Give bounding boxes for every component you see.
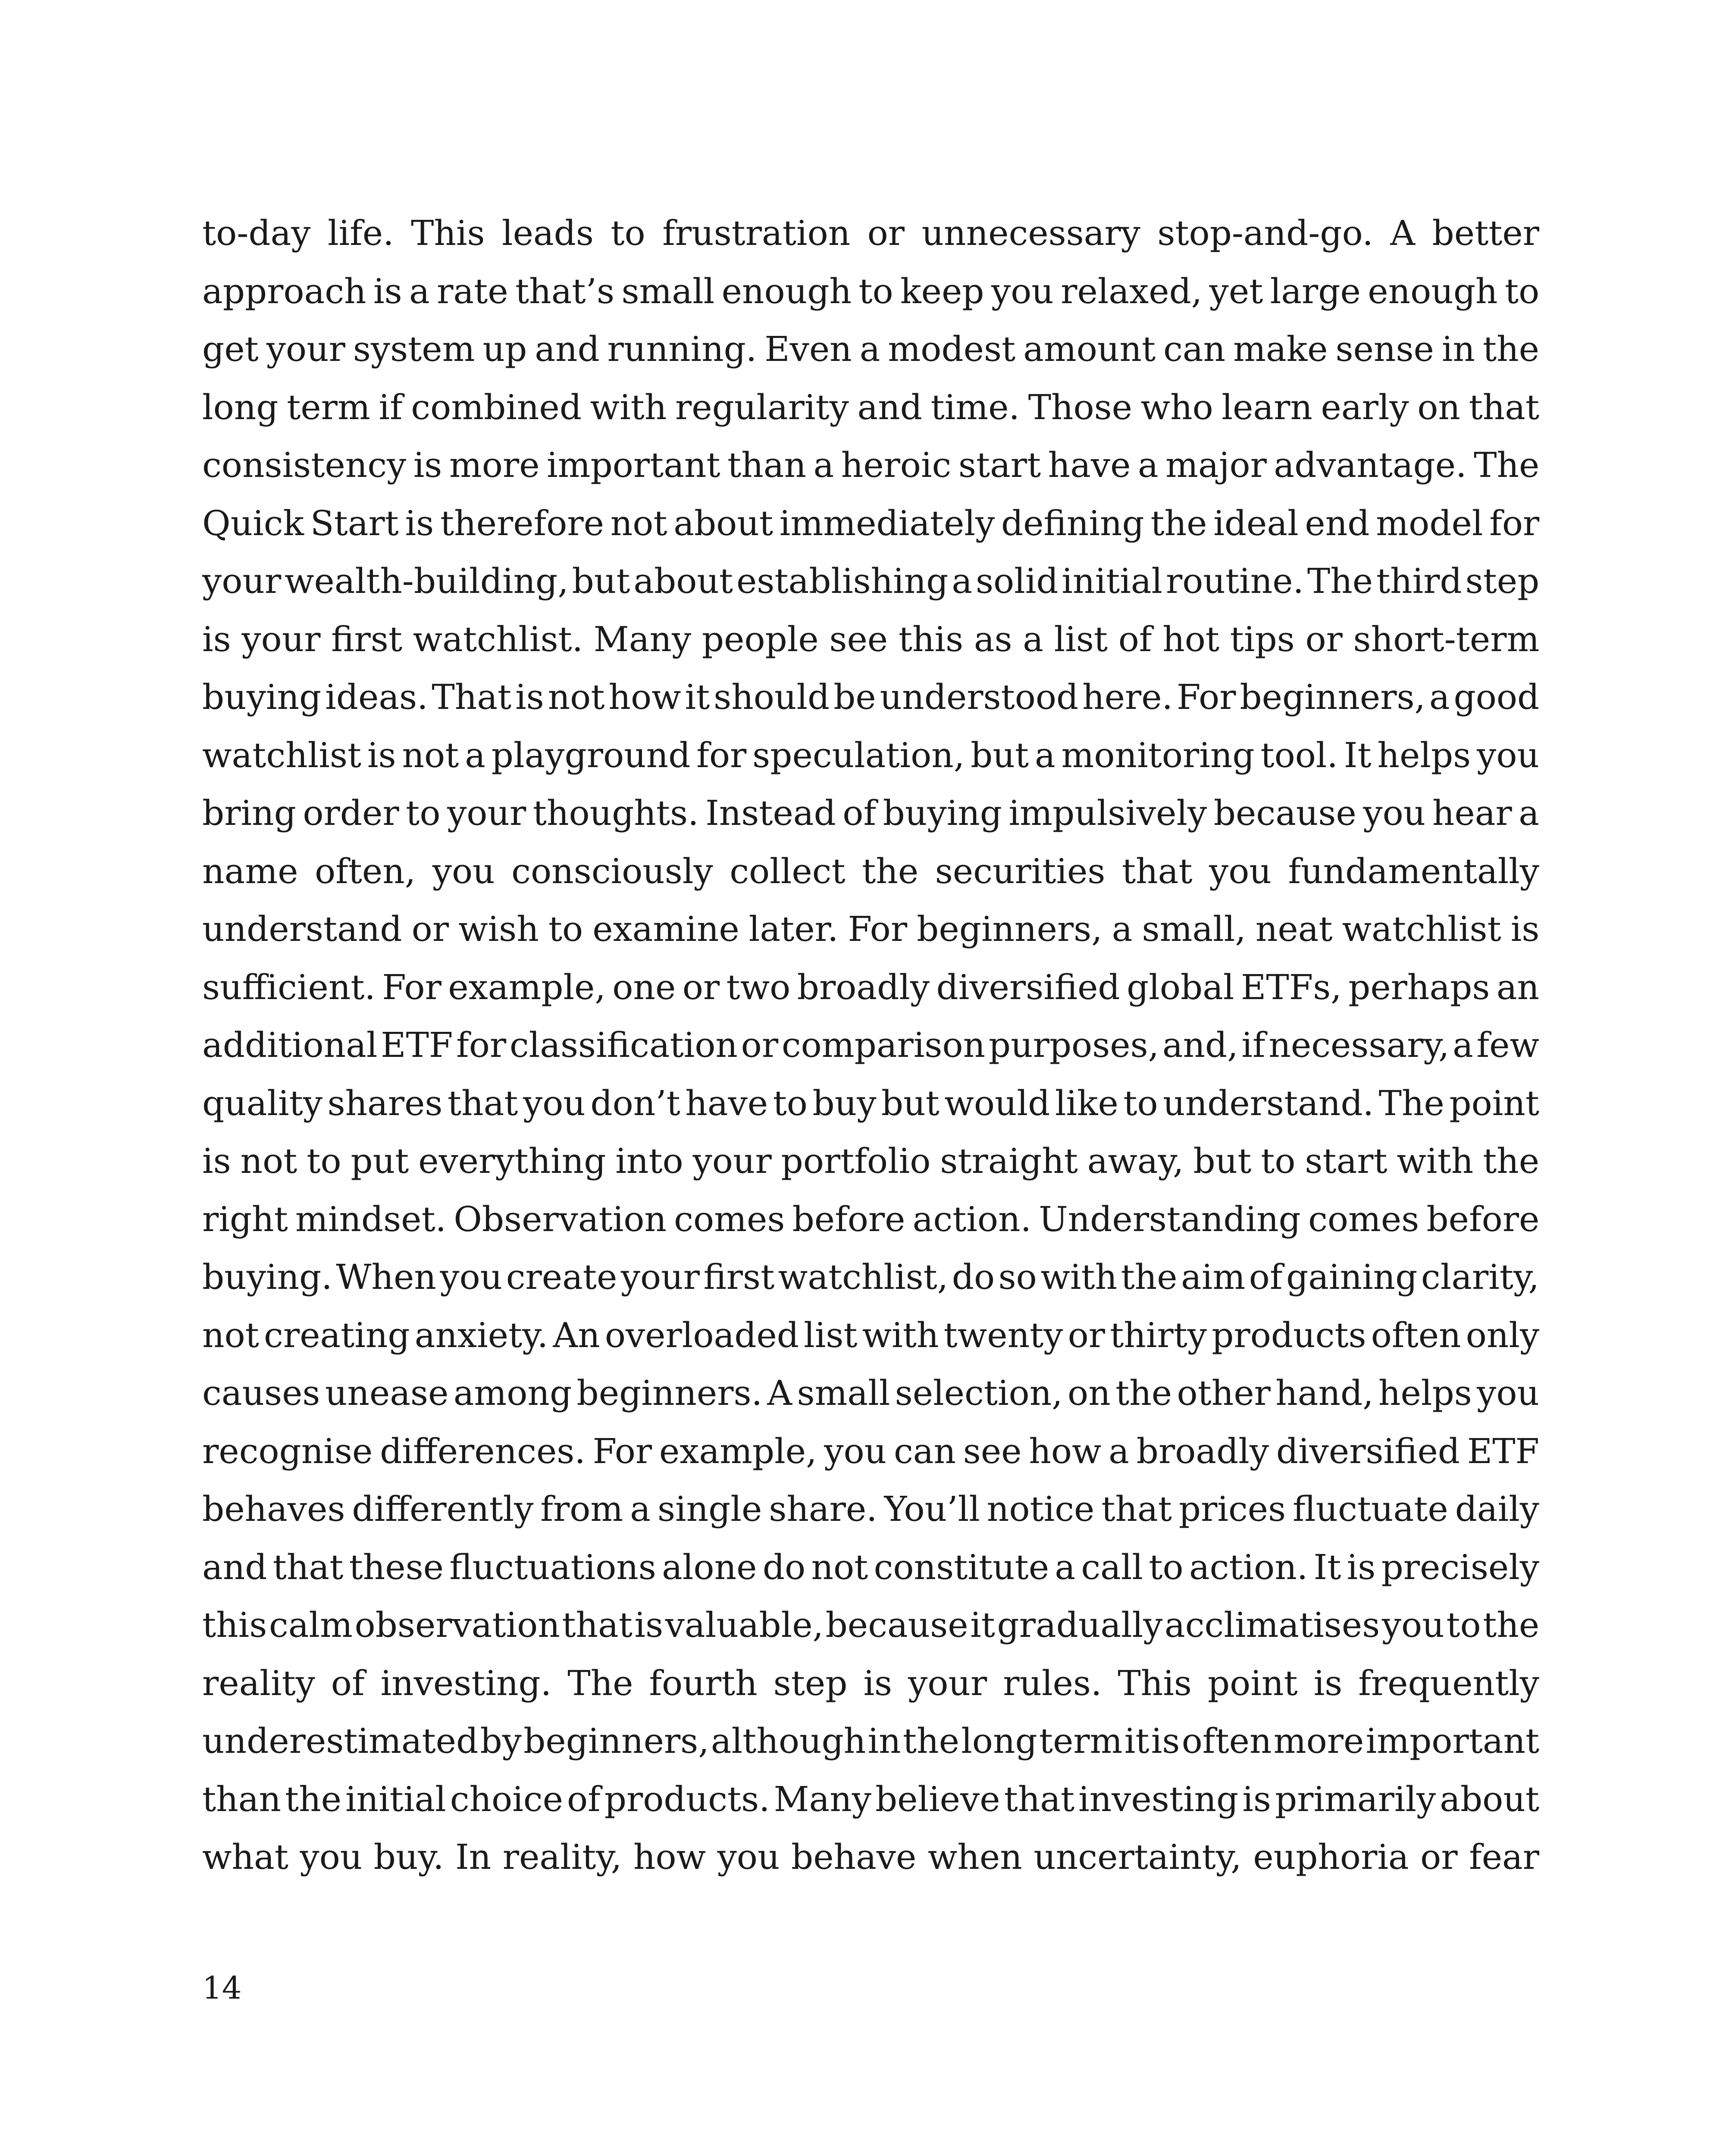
text-line: is your first watchlist. Many people see this as a list of hot tips or short-term <box>202 619 1540 659</box>
text-line: and that these fluctuations alone do not constitute a call to action. It is precisely <box>202 1547 1539 1587</box>
text-line: recognise differences. For example, you can see how a broadly diversified ETF <box>202 1431 1540 1471</box>
text-line: consistency is more important than a heroic start have a major advantage. The <box>202 445 1540 485</box>
text-line: bring order to your thoughts. Instead of buying impulsively because you hear a <box>202 793 1539 833</box>
text-line: is not to put everything into your portfolio straight away, but to start with the <box>202 1141 1540 1181</box>
text-line: what you buy. In reality, how you behave when uncertainty, euphoria or fear <box>202 1837 1539 1877</box>
text-line: this calm observation that is valuable, because it gradually acclimatises you to the <box>202 1605 1540 1645</box>
text-line: buying. When you create your first watchlist, do so with the aim of gaining clarity, <box>202 1257 1539 1297</box>
page-number: 14 <box>202 1970 242 2006</box>
text-line: behaves differently from a single share. You’ll notice that prices fluctuate daily <box>202 1489 1539 1529</box>
text-line: causes unease among beginners. A small selection, on the other hand, helps you <box>202 1373 1539 1413</box>
body-paragraph <box>202 204 1539 1887</box>
text-line: name often, you consciously collect the securities that you fundamentally <box>202 851 1539 891</box>
text-line: long term if combined with regularity and time. Those who learn early on that <box>202 387 1540 427</box>
text-line: understand or wish to examine later. For beginners, a small, neat watchlist is <box>202 909 1540 949</box>
text-line: buying ideas. That is not how it should be understood here. For beginners, a good <box>202 677 1540 717</box>
text-line: Quick Start is therefore not about immediately defining the ideal end model for <box>202 503 1540 543</box>
text-line: to-day life. This leads to frustration or unnecessary stop-and-go. A better <box>202 213 1539 253</box>
text-line: quality shares that you don’t have to buy but would like to understand. The point <box>202 1083 1539 1123</box>
text-line: approach is a rate that’s small enough to keep you relaxed, yet large enough to <box>202 271 1540 311</box>
text-line: right mindset. Observation comes before action. Understanding comes before <box>202 1199 1540 1239</box>
text-line: underestimated by beginners, although in the long term it is often more important <box>202 1721 1540 1761</box>
text-line: your wealth-building, but about establishing a solid initial routine. The third step <box>202 561 1540 601</box>
text-line: get your system up and running. Even a modest amount can make sense in the <box>202 329 1539 369</box>
text-line: watchlist is not a playground for speculation, but a monitoring tool. It helps you <box>202 735 1539 775</box>
text-line: not creating anxiety. An overloaded list with twenty or thirty products often only <box>202 1315 1540 1355</box>
text-line: additional ETF for classification or comparison purposes, and, if necessary, a few <box>202 1025 1539 1065</box>
text-line: reality of investing. The fourth step is your rules. This point is frequently <box>202 1663 1539 1703</box>
text-line: than the initial choice of products. Many believe that investing is primarily about <box>202 1779 1539 1819</box>
text-line: sufficient. For example, one or two broadly diversified global ETFs, perhaps an <box>202 967 1540 1007</box>
